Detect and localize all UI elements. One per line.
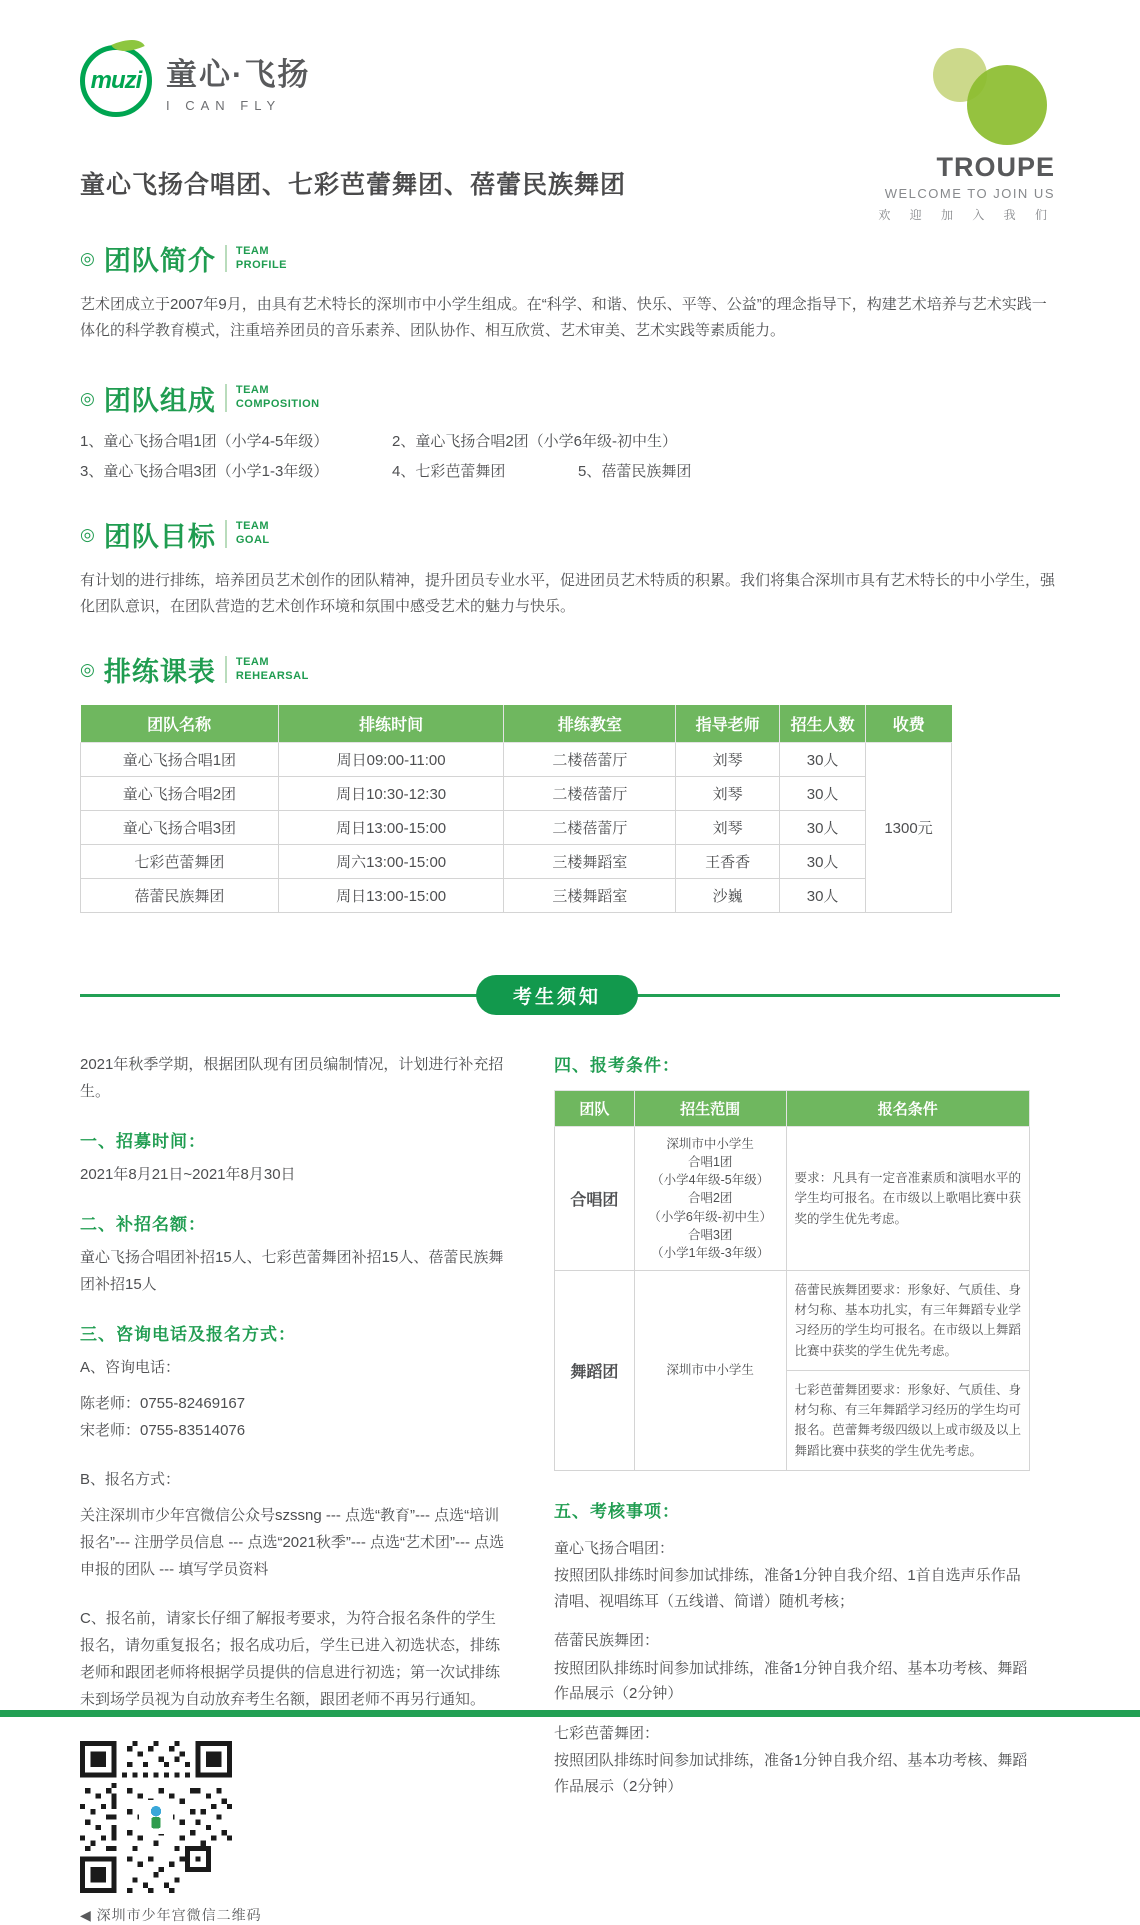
column-header: 团队名称 — [81, 705, 279, 743]
notice-right-column — [554, 1051, 1030, 1925]
table-cell: 二楼蓓蕾厅 — [504, 811, 676, 845]
table-row — [555, 1127, 1030, 1271]
table-cell: 七彩芭蕾舞团 — [81, 845, 279, 879]
qr-block — [80, 1741, 508, 1925]
column-header: 报名条件 — [786, 1091, 1029, 1127]
exam-item-body: 按照团队排练时间参加试排练，准备1分钟自我介绍、基本功考核、舞蹈作品展示（2分钟） — [554, 1659, 1028, 1703]
section-en-line1: TEAM — [235, 520, 270, 533]
exam-item — [554, 1536, 1030, 1615]
scope-cell — [634, 1127, 786, 1271]
logo-subtitle: I CAN FLY — [166, 98, 282, 113]
scope-cell: 深圳市中小学生 — [634, 1270, 786, 1470]
notice-heading-4: 四、报考条件： — [554, 1056, 680, 1075]
table-cell: 童心飞扬合唱3团 — [81, 811, 279, 845]
troupe-subtitle-cn: 欢 迎 加 入 我 们 — [878, 208, 1055, 222]
muzi-logo-icon — [80, 45, 152, 117]
rehearsal-table-head — [81, 705, 952, 743]
table-cell: 沙巍 — [676, 879, 780, 913]
table-cell: 30人 — [780, 879, 866, 913]
footer-bar — [0, 1710, 1140, 1717]
section-title-en — [225, 245, 287, 273]
phone-number-1: 陈老师：0755-82469167 — [80, 1395, 246, 1412]
troupe-subtitle: WELCOME TO JOIN US — [884, 186, 1055, 201]
logo-text — [166, 49, 310, 113]
list-item: 4、七彩芭蕾舞团 — [392, 462, 506, 480]
column-header: 排练时间 — [278, 705, 504, 743]
composition-list — [80, 430, 1060, 481]
section-en-line1: TEAM — [235, 384, 270, 397]
section-header-profile — [80, 239, 1060, 278]
signup-label: B、报名方式： — [80, 1471, 181, 1488]
conditions-table — [554, 1090, 1030, 1471]
section-header-composition — [80, 379, 1060, 418]
qr-caption: ◀ 深圳市少年宫微信二维码 — [80, 1907, 262, 1923]
notice-banner: 考生须知 — [476, 975, 638, 1015]
table-cell: 童心飞扬合唱1团 — [81, 743, 279, 777]
notice-columns — [80, 1051, 1060, 1925]
phone-number-2: 宋老师：0755-83514076 — [80, 1422, 246, 1439]
section-bullet-icon: ◎ — [80, 660, 95, 679]
column-header: 团队 — [555, 1091, 635, 1127]
table-cell: 童心飞扬合唱2团 — [81, 777, 279, 811]
section-en-line2: GOAL — [235, 534, 270, 546]
table-cell: 周日10:30-12:30 — [278, 777, 504, 811]
exam-item — [554, 1721, 1030, 1800]
table-row — [81, 845, 952, 879]
section-header-rehearsal — [80, 650, 1060, 689]
scope-line: 合唱1团 — [687, 1155, 733, 1170]
condition-cell: 蓓蕾民族舞团要求：形象好、气质佳、身材匀称、基本功扎实，有三年舞蹈专业学习经历的学生均可报名。在市级以上舞蹈比赛中获奖的学生优先考虑。 — [786, 1270, 1029, 1370]
troupe-mark — [855, 40, 1055, 223]
logo-badge-text: muzi — [90, 67, 142, 94]
leaf-icon — [111, 32, 145, 58]
exam-item-body: 按照团队排练时间参加试排练，准备1分钟自我介绍、基本功考核、舞蹈作品展示（2分钟） — [554, 1752, 1028, 1795]
scope-line: （小学6年级-初中生） — [648, 1209, 772, 1224]
table-cell: 刘琴 — [676, 743, 780, 777]
page-title: 童心飞扬合唱团、七彩芭蕾舞团、蓓蕾民族舞团 — [80, 171, 627, 199]
column-header: 招生范围 — [634, 1091, 786, 1127]
list-item: 1、童心飞扬合唱1团（小学4-5年级） — [80, 432, 329, 450]
table-row — [81, 879, 952, 913]
table-cell: 30人 — [780, 811, 866, 845]
section-bullet-icon: ◎ — [80, 388, 95, 408]
table-cell: 三楼舞蹈室 — [504, 879, 676, 913]
notice-heading-3: 三、咨询电话及报名方式： — [80, 1325, 296, 1344]
rehearsal-table-body — [81, 743, 952, 913]
table-header-row — [555, 1091, 1030, 1127]
notice-heading-1: 一、招募时间： — [80, 1132, 206, 1151]
column-header: 排练教室 — [504, 705, 676, 743]
signup-note: C、报名前，请家长仔细了解报考要求，为符合报名条件的学生报名，请勿重复报名；报名成功后，学生已进入初选状态，排练老师和跟团老师将根据学员提供的信息进行初选；第一次试排练未到场学员视为自动放弃考生名额，跟团老师不再另行通知。 — [80, 1610, 501, 1708]
scope-line: 合唱3团 — [687, 1227, 733, 1242]
section-en-line2: PROFILE — [235, 258, 288, 271]
exam-item — [554, 1628, 1030, 1707]
scope-line: 合唱2团 — [687, 1191, 733, 1206]
section-en-line2: REHEARSAL — [235, 669, 309, 682]
conditions-table-head — [555, 1091, 1030, 1127]
section-header-goal — [80, 515, 1060, 554]
list-item: 5、蓓蕾民族舞团 — [578, 462, 692, 480]
signup-steps: 关注深圳市少年宫微信公众号szssng --- 点选“教育”--- 点选“培训报名”--- 注册学员信息 --- 点选“2021秋季”--- 点选“艺术团”--- 点选申报的团队 --- 填写学员资料 — [80, 1507, 505, 1578]
table-cell: 二楼蓓蕾厅 — [504, 743, 676, 777]
scope-line: 深圳市中小学生 — [666, 1137, 754, 1151]
fee-cell: 1300元 — [866, 743, 952, 913]
troupe-circles-icon — [855, 40, 1055, 150]
conditions-table-body — [555, 1127, 1030, 1471]
section-bullet-icon: ◎ — [80, 524, 95, 544]
table-cell: 周日13:00-15:00 — [278, 811, 504, 845]
section-en-line1: TEAM — [235, 244, 270, 257]
condition-cell: 要求：凡具有一定音准素质和演唱水平的学生均可报名。在市级以上歌唱比赛中获奖的学生优先考虑。 — [786, 1127, 1029, 1271]
list-item: 3、童心飞扬合唱3团（小学1-3年级） — [80, 462, 329, 480]
table-row — [81, 777, 952, 811]
table-row — [81, 811, 952, 845]
section-title-en — [225, 520, 270, 548]
table-cell: 王香香 — [676, 845, 780, 879]
exam-item-label: 蓓蕾民族舞团： — [554, 1632, 660, 1650]
exam-item-label: 七彩芭蕾舞团： — [554, 1724, 660, 1742]
logo-title: 童心·飞扬 — [166, 57, 311, 92]
section-title: 团队目标 — [103, 521, 216, 552]
table-cell: 刘琴 — [676, 777, 780, 811]
table-cell: 周日13:00-15:00 — [278, 879, 504, 913]
table-cell: 30人 — [780, 743, 866, 777]
notice-divider — [80, 975, 1060, 1015]
column-header: 指导老师 — [676, 705, 780, 743]
section-title-en — [225, 656, 309, 684]
team-cell: 合唱团 — [555, 1127, 635, 1271]
section-bullet-icon: ◎ — [80, 249, 95, 268]
notice-heading-5: 五、考核事项： — [554, 1501, 680, 1521]
qr-code — [80, 1741, 232, 1893]
section-title: 团队简介 — [103, 246, 216, 276]
exam-item-body: 按照团队排练时间参加试排练，准备1分钟自我介绍、1首自选声乐作品清唱、视唱练耳（五线谱、简谱）随机考核； — [554, 1567, 1021, 1610]
table-cell: 刘琴 — [676, 811, 780, 845]
scope-line: （小学1年级-3年级） — [651, 1245, 770, 1260]
table-cell: 30人 — [780, 845, 866, 879]
circle-dark-icon — [967, 65, 1047, 145]
table-cell: 三楼舞蹈室 — [504, 845, 676, 879]
column-header: 收费 — [866, 705, 952, 743]
section-en-line2: COMPOSITION — [235, 398, 320, 410]
exam-item-label: 童心飞扬合唱团： — [554, 1539, 675, 1557]
section-title-en — [225, 384, 320, 412]
section-title: 排练课表 — [103, 657, 216, 687]
notice-left-column — [80, 1051, 508, 1925]
quota-body: 童心飞扬合唱团补招15人、七彩芭蕾舞团补招15人、蓓蕾民族舞团补招15人 — [80, 1249, 504, 1293]
section-title: 团队组成 — [103, 385, 216, 416]
list-item: 2、童心飞扬合唱2团（小学6年级-初中生） — [392, 432, 678, 450]
profile-body: 艺术团成立于2007年9月，由具有艺术特长的深圳市中小学生组成。在“科学、和谐、快乐、平等、公益”的理念指导下，构建艺术培养与艺术实践一体化的科学教育模式，注重培养团员的音乐素养、团队协作、相互欣赏、艺术审美、艺术实践等素质能力。 — [80, 296, 1047, 340]
recruit-time: 2021年8月21日~2021年8月30日 — [80, 1166, 296, 1183]
goal-body: 有计划的进行排练，培养团员艺术创作的团队精神，提升团员专业水平，促进团员艺术特质的积累。我们将集合深圳市具有艺术特长的中小学生，强化团队意识，在团队营造的艺术创作环境和氛围中感受艺术的魅力与快乐。 — [80, 571, 1056, 615]
notice-heading-2: 二、补招名额： — [80, 1215, 206, 1234]
section-en-line1: TEAM — [235, 655, 270, 668]
table-cell: 30人 — [780, 777, 866, 811]
column-header: 招生人数 — [780, 705, 866, 743]
table-row — [81, 743, 952, 777]
phone-label: A、咨询电话： — [80, 1359, 181, 1376]
table-cell: 周六13:00-15:00 — [278, 845, 504, 879]
scope-line: （小学4年级-5年级） — [651, 1173, 770, 1188]
condition-cell: 七彩芭蕾舞团要求：形象好、气质佳、身材匀称、有三年舞蹈学习经历的学生均可报名。芭蕾舞考级四级以上或市级及以上舞蹈比赛中获奖的学生优先考虑。 — [786, 1370, 1029, 1470]
table-cell: 二楼蓓蕾厅 — [504, 777, 676, 811]
team-cell: 舞蹈团 — [555, 1270, 635, 1470]
table-header-row — [81, 705, 952, 743]
notice-intro: 2021年秋季学期，根据团队现有团员编制情况，计划进行补充招生。 — [80, 1056, 504, 1100]
table-row — [555, 1270, 1030, 1370]
table-cell: 周日09:00-11:00 — [278, 743, 504, 777]
troupe-title: TROUPE — [936, 152, 1055, 182]
table-cell: 蓓蕾民族舞团 — [81, 879, 279, 913]
rehearsal-table — [80, 705, 952, 913]
